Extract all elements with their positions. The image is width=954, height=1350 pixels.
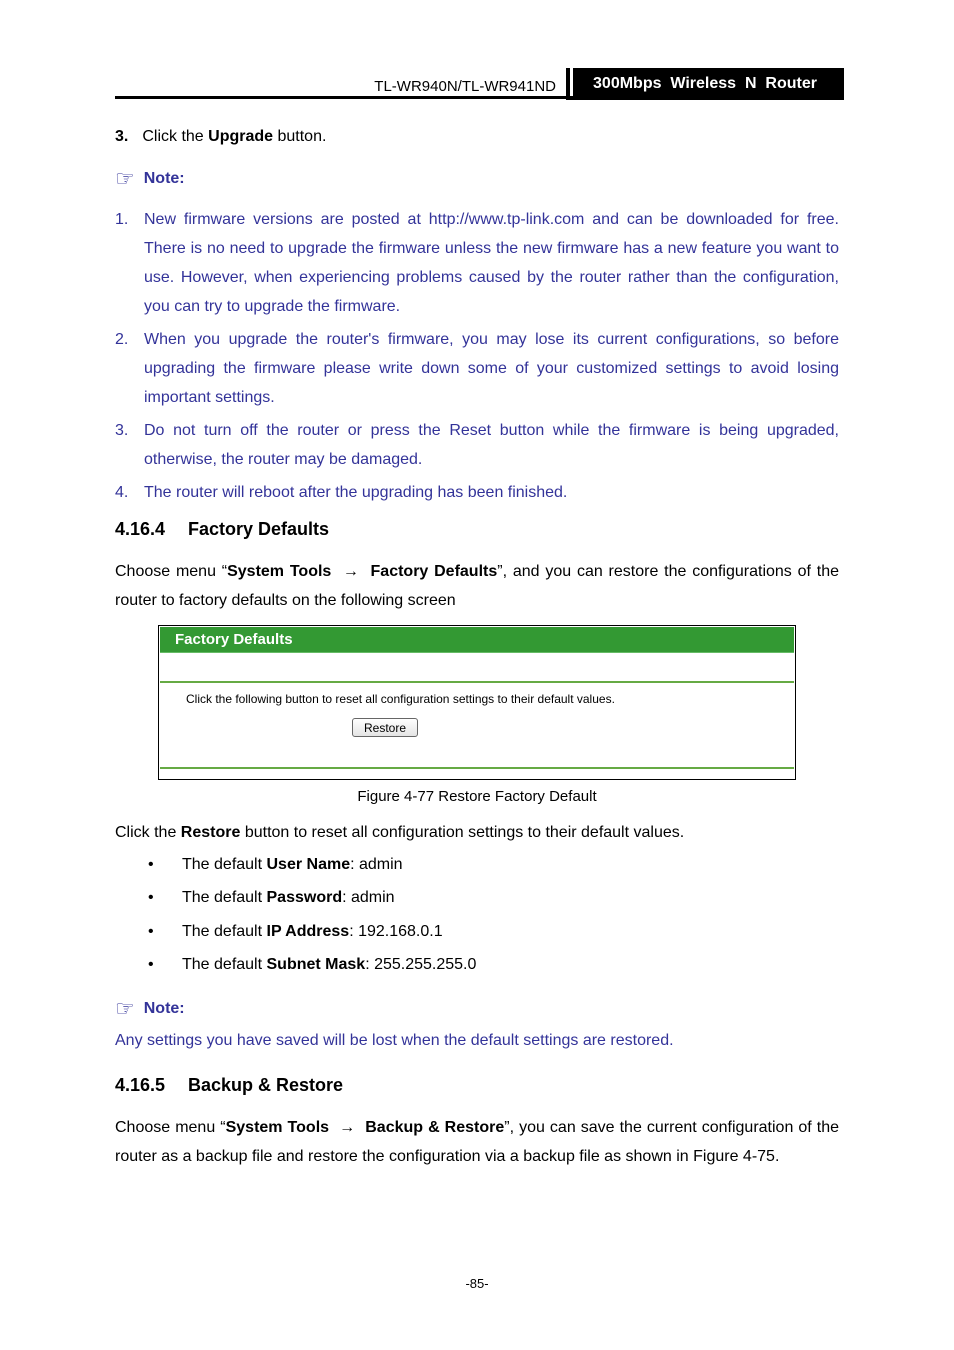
menu-system-tools: System Tools (227, 563, 332, 580)
default-pre: The default (182, 889, 267, 906)
default-label: Subnet Mask (266, 956, 366, 973)
note-item (115, 205, 839, 321)
default-value: : 192.168.0.1 (349, 923, 443, 940)
restore-button[interactable]: Restore (352, 718, 418, 737)
panel-divider-top (160, 681, 794, 683)
panel-description: Click the following button to reset all configuration settings to their default values. (186, 692, 615, 706)
default-label: User Name (266, 856, 351, 873)
section-number: 4.16.4 (115, 519, 166, 539)
note-label: Note: (143, 1000, 185, 1017)
menu-system-tools: System Tools (225, 1119, 330, 1136)
backup-restore-intro (115, 1113, 839, 1171)
panel-title: Factory Defaults (160, 627, 794, 653)
step-text-pre: Click the (142, 128, 209, 145)
header-product: 300Mbps Wireless N Router (593, 75, 817, 92)
menu-backup-restore: Backup & Restore (365, 1119, 505, 1136)
step-number: 3. (115, 128, 129, 145)
note-text: Any settings you have saved will be lost when the default settings are restored. (115, 1032, 674, 1049)
default-label: Password (266, 889, 343, 906)
note-item (115, 325, 839, 412)
factory-defaults-intro (115, 557, 839, 615)
panel-divider-bottom (160, 767, 794, 769)
note-item-number: 1. (115, 211, 129, 228)
note-item-number: 3. (115, 422, 129, 439)
intro-post: ”, and you can restore the configurations of the router to factory defaults on the following screen (115, 563, 839, 609)
default-value: : admin (342, 889, 395, 906)
default-value: : 255.255.255.0 (365, 956, 477, 973)
intro-pre: Choose menu “ (115, 1119, 226, 1136)
default-value: : admin (350, 856, 403, 873)
note-heading (115, 168, 185, 190)
restore-para-post: button to reset all configuration settings to their default values. (240, 824, 685, 841)
note-item-number: 2. (115, 331, 129, 348)
bullet-icon: • (148, 923, 154, 940)
menu-factory-defaults: Factory Defaults (370, 563, 498, 580)
note-item (115, 478, 839, 507)
note-item (115, 416, 839, 474)
note-heading (115, 998, 185, 1020)
bullet-icon: • (148, 889, 154, 906)
section-heading-factory-defaults (115, 519, 329, 540)
step-3 (115, 122, 839, 151)
section-title: Factory Defaults (188, 519, 330, 539)
default-pre: The default (182, 856, 267, 873)
default-pre: The default (182, 956, 267, 973)
menu-arrow-icon: → (339, 1119, 356, 1136)
intro-post: ”, you can save the current configuration of the router as a backup file and restore the configuration via a backup file as shown in Figure 4-75. (115, 1119, 840, 1165)
note-item-text: The router will reboot after the upgrading has been finished. (144, 484, 568, 501)
bullet-icon: • (148, 856, 154, 873)
section-heading-backup-restore (115, 1075, 343, 1096)
intro-pre: Choose menu “ (115, 563, 228, 580)
note-item-text: New firmware versions are posted at http://www.tp-link.com and can be downloaded for free. There is no need to upgrade the firmware unless the new firmware has a new feature you want to use. However, when experiencing problems caused by the router rather than the configuration, you can try to upgrade the firmware. (144, 211, 839, 315)
step-text-post: button. (273, 128, 327, 145)
menu-arrow-icon: → (342, 563, 359, 580)
header-tag-notch (570, 68, 573, 96)
note-label: Note: (143, 170, 185, 187)
note-item-text: Do not turn off the router or press the Reset button while the firmware is being upgraded, otherwise, the router may be damaged. (144, 422, 839, 468)
default-pre: The default (182, 923, 267, 940)
restore-term: Restore (180, 824, 241, 841)
restore-para-pre: Click the (115, 824, 181, 841)
restore-paragraph (115, 818, 839, 847)
factory-defaults-screenshot (158, 625, 796, 780)
page-number: -85- (465, 1276, 489, 1291)
header-rule (115, 96, 844, 99)
default-label: IP Address (266, 923, 350, 940)
section-number: 4.16.5 (115, 1075, 166, 1095)
pointing-hand-icon: ☞ (115, 166, 135, 191)
note-item-number: 4. (115, 484, 129, 501)
bullet-icon: • (148, 956, 154, 973)
pointing-hand-icon: ☞ (115, 996, 135, 1021)
section-title: Backup & Restore (188, 1075, 344, 1095)
figure-caption: Figure 4-77 Restore Factory Default (357, 788, 597, 805)
note-item-text: When you upgrade the router's firmware, you may lose its current configurations, so before upgrading the firmware please write down some of your customized settings to avoid losing important settings. (144, 331, 839, 406)
header-model: TL-WR940N/TL-WR941ND (374, 78, 556, 95)
upgrade-term: Upgrade (208, 128, 274, 145)
